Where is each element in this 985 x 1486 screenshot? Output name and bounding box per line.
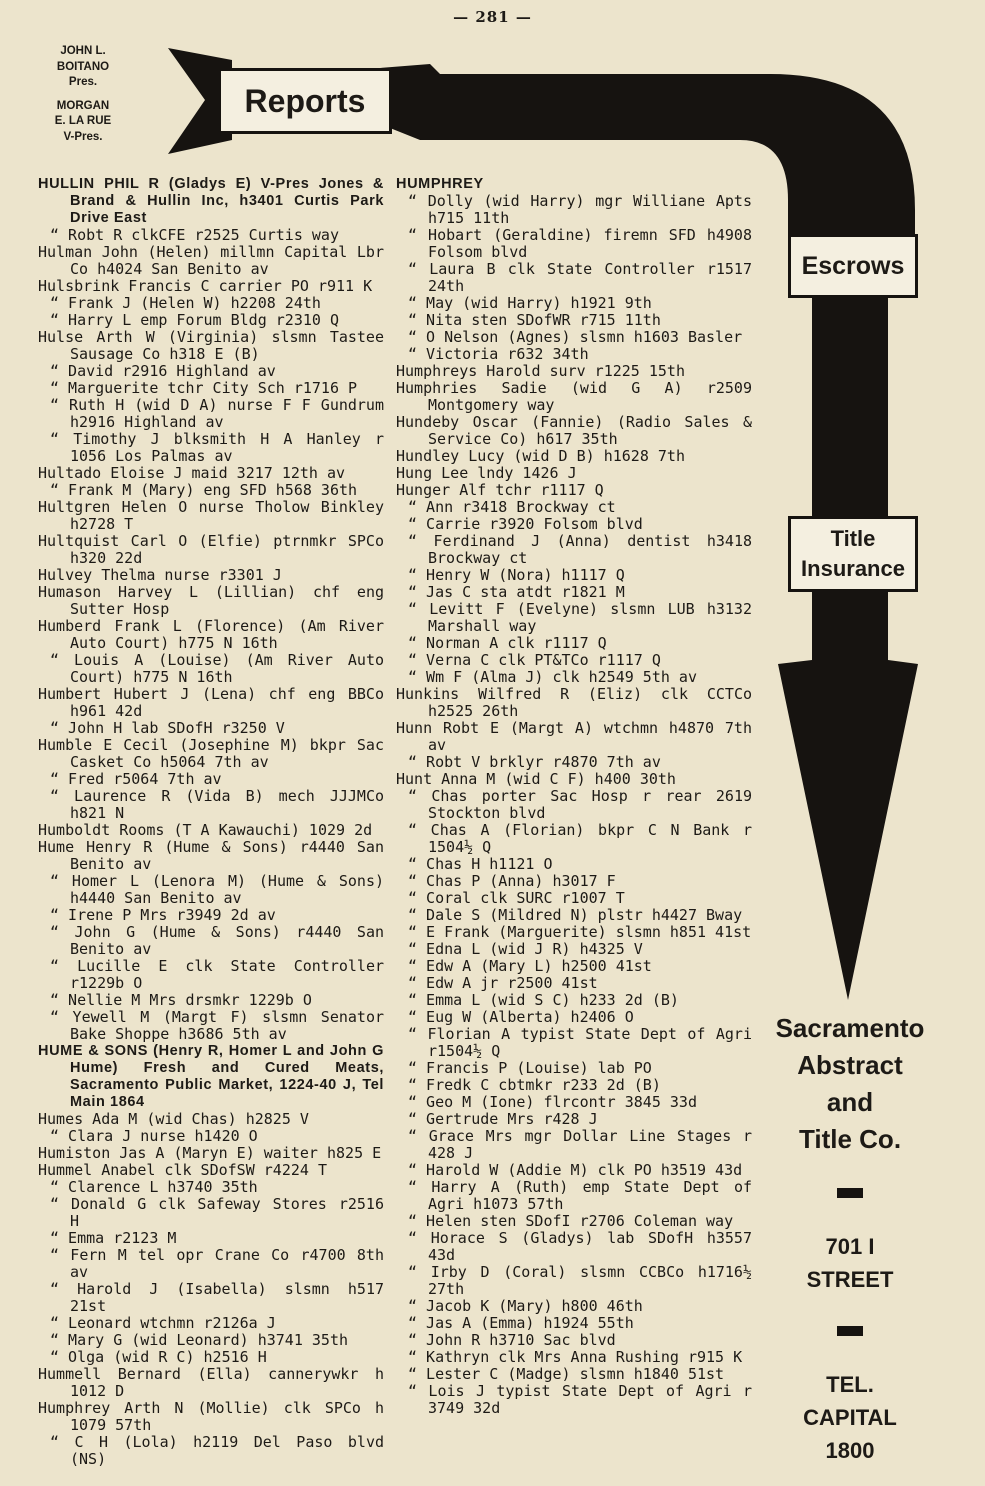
- directory-entry: “ John G (Hume & Sons) r4440 San Benito av: [50, 923, 384, 958]
- title-insurance-line-2: Insurance: [801, 556, 905, 581]
- directory-entry: “ May (wid Harry) h1921 9th: [408, 294, 652, 312]
- directory-entry: Humphries Sadie (wid G A) r2509 Montgomery way: [396, 379, 752, 414]
- directory-entry: Humboldt Rooms (T A Kawauchi) 1029 2d: [38, 821, 373, 839]
- directory-entry: “ Chas porter Sac Hosp r rear 2619 Stockton blvd: [408, 787, 752, 822]
- directory-entry: “ Florian A typist State Dept of Agri r1504½ Q: [408, 1025, 752, 1060]
- president-name-line-1: JOHN L.: [60, 45, 106, 57]
- directory-entry: “ Jacob K (Mary) h800 46th: [408, 1297, 643, 1315]
- directory-entry: “ Fern M tel opr Crane Co r4700 8th av: [50, 1246, 384, 1281]
- directory-entry: “ Harold J (Isabella) slsmn h517 21st: [50, 1280, 384, 1315]
- directory-entry: “ Jas C sta atdt r1821 M: [408, 583, 625, 601]
- directory-entry: “ Henry W (Nora) h1117 Q: [408, 566, 625, 584]
- directory-entry: “ Laurence R (Vida B) mech JJJMCo h821 N: [50, 787, 384, 822]
- directory-entry: Hulvey Thelma nurse r3301 J: [38, 566, 282, 584]
- company-name-line-4: Title Co.: [798, 1124, 902, 1154]
- directory-entry: “ Edw A jr r2500 41st: [408, 974, 598, 992]
- directory-entry: “ Chas P (Anna) h3017 F: [408, 872, 616, 890]
- directory-entry: “ C H (Lola) h2119 Del Paso blvd (NS): [50, 1433, 384, 1468]
- directory-entry: Hulman John (Helen) millmn Capital Lbr Co h4024 San Benito av: [38, 243, 384, 278]
- phone-line-3: 1800: [825, 1438, 875, 1463]
- directory-entry: “ Chas A (Florian) bkpr C N Bank r 1504½ Q: [408, 821, 752, 856]
- arrow-head-shape: [778, 640, 918, 1000]
- directory-entry: “ Robt V brklyr r4870 7th av: [408, 753, 661, 771]
- directory-entry: “ Hobart (Geraldine) firemn SFD h4908 Folsom blvd: [408, 226, 752, 261]
- vp-title: V-Pres.: [63, 130, 103, 143]
- directory-entry: “ Laura B clk State Controller r1517 24th: [408, 260, 752, 295]
- directory-entry: Hultgren Helen O nurse Tholow Binkley h2728 T: [38, 498, 384, 533]
- title-insurance-box: [788, 516, 918, 592]
- directory-entry: Humiston Jas A (Maryn E) waiter h825 E: [38, 1144, 382, 1162]
- directory-entry: “ Geo M (Ione) flrcontr 3845 33d: [408, 1093, 697, 1111]
- directory-entry: Humberd Frank L (Florence) (Am River Auto Court) h775 N 16th: [38, 617, 384, 652]
- directory-entry: “ David r2916 Highland av: [50, 362, 276, 380]
- directory-entry: “ Harry A (Ruth) emp State Dept of Agri h1073 57th: [408, 1178, 752, 1213]
- directory-entry: “ Edw A (Mary L) h2500 41st: [408, 957, 652, 975]
- directory-entry: Humason Harvey L (Lillian) chf eng Sutter Hosp: [38, 583, 384, 618]
- directory-entry: Hume Henry R (Hume & Sons) r4440 San Benito av: [38, 838, 384, 873]
- president-title: Pres.: [68, 76, 98, 88]
- directory-entry: “ Olga (wid R C) h2516 H: [50, 1348, 267, 1366]
- company-name-line-3: and: [826, 1087, 874, 1117]
- directory-entry: “ Verna C clk PT&TCo r1117 Q: [408, 651, 661, 669]
- directory-entry: “ Robt R clkCFE r2525 Curtis way: [50, 226, 339, 244]
- directory-column-left: [38, 176, 384, 1468]
- directory-entry: HUMPHREY: [396, 176, 484, 192]
- directory-entry: “ Ruth H (wid D A) nurse F F Gundrum h2916 Highland av: [50, 396, 384, 431]
- company-name-line-1: Sacramento: [775, 1013, 925, 1043]
- arrow-shaft-upper: [812, 290, 888, 520]
- directory-entry: “ Edna L (wid J R) h4325 V: [408, 940, 643, 958]
- directory-entry: Hulsbrink Francis C carrier PO r911 K: [38, 277, 373, 295]
- directory-entry: “ Kathryn clk Mrs Anna Rushing r915 K: [408, 1348, 743, 1366]
- directory-entry: Hunkins Wilfred R (Eliz) clk CCTCo h2525 26th: [396, 685, 752, 720]
- directory-column-right: [396, 176, 752, 1417]
- directory-entry: Hung Lee lndy 1426 J: [396, 464, 577, 482]
- directory-entry: Humphrey Arth N (Mollie) clk SPCo h 1079 57th: [38, 1399, 384, 1434]
- directory-entry: “ Gertrude Mrs r428 J: [408, 1110, 598, 1128]
- company-ad: [762, 1010, 938, 1467]
- directory-entry: “ Leonard wtchmn r2126a J: [50, 1314, 276, 1332]
- directory-entry: “ Lester C (Madge) slsmn h1840 51st: [408, 1365, 725, 1383]
- directory-entry: “ Louis A (Louise) (Am River Auto Court) h775 N 16th: [50, 651, 384, 686]
- phone-line-1: TEL.: [826, 1372, 874, 1397]
- directory-entry: “ Donald G clk Safeway Stores r2516 H: [50, 1195, 384, 1230]
- directory-entry: “ Coral clk SURC r1007 T: [408, 889, 625, 907]
- directory-entry: Hultquist Carl O (Elfie) ptrnmkr SPCo h320 22d: [38, 532, 384, 567]
- directory-entry: “ Frank M (Mary) eng SFD h568 36th: [50, 481, 358, 499]
- directory-entry: “ Timothy J blksmith H A Hanley r 1056 Los Palmas av: [50, 430, 384, 465]
- directory-entry: Hulse Arth W (Virginia) slsmn Tastee Sausage Co h318 E (B): [38, 328, 384, 363]
- address-line-2: STREET: [806, 1267, 894, 1292]
- directory-entry: HUME & SONS (Henry R, Homer L and John G Hume) Fresh and Cured Meats, Sacramento Public Market, 1224-40 J, Tel Main 1864: [38, 1043, 384, 1110]
- directory-entry: “ Grace Mrs mgr Dollar Line Stages r 428 J: [408, 1127, 752, 1162]
- page-number: — 281 —: [453, 8, 532, 26]
- directory-entry: “ Francis P (Louise) lab PO: [408, 1059, 652, 1077]
- directory-entry: “ Emma r2123 M: [50, 1229, 177, 1247]
- directory-entry: Humble E Cecil (Josephine M) bkpr Sac Casket Co h5064 7th av: [38, 736, 384, 771]
- divider-dash: [837, 1188, 863, 1198]
- directory-entry: “ Dolly (wid Harry) mgr Williane Apts h715 11th: [408, 192, 752, 227]
- directory-entry: “ John H lab SDofH r3250 V: [50, 719, 285, 737]
- directory-entry: “ Lois J typist State Dept of Agri r 3749 32d: [408, 1382, 752, 1417]
- directory-entry: “ Frank J (Helen W) h2208 24th: [50, 294, 321, 312]
- directory-entry: “ Harold W (Addie M) clk PO h3519 43d: [408, 1161, 743, 1179]
- directory-entry: HULLIN PHIL R (Gladys E) V-Pres Jones & Brand & Hullin Inc, h3401 Curtis Park Drive East: [38, 176, 384, 226]
- directory-entry: “ Clara J nurse h1420 O: [50, 1127, 258, 1145]
- directory-entry: “ Levitt F (Evelyne) slsmn LUB h3132 Marshall way: [408, 600, 752, 635]
- directory-entry: “ Nellie M Mrs drsmkr 1229b O: [50, 991, 312, 1009]
- directory-entry: Hummel Anabel clk SDofSW r4224 T: [38, 1161, 327, 1179]
- directory-entry: Humbert Hubert J (Lena) chf eng BBCo h961 42d: [38, 685, 384, 720]
- directory-entry: “ Homer L (Lenora M) (Hume & Sons) h4440 San Benito av: [50, 872, 384, 907]
- directory-entry: Humes Ada M (wid Chas) h2825 V: [38, 1110, 309, 1128]
- directory-entry: “ Norman A clk r1117 Q: [408, 634, 607, 652]
- directory-entry: Humphreys Harold surv r1225 15th: [396, 362, 685, 380]
- directory-entry: “ Horace S (Gladys) lab SDofH h3557 43d: [408, 1229, 752, 1264]
- reports-banner: Reports: [218, 68, 392, 134]
- directory-entry: “ Ann r3418 Brockway ct: [408, 498, 616, 516]
- directory-entry: “ Mary G (wid Leonard) h3741 35th: [50, 1331, 349, 1349]
- directory-entry: “ Eug W (Alberta) h2406 O: [408, 1008, 634, 1026]
- directory-entry: “ Lucille E clk State Controller r1229b O: [50, 957, 384, 992]
- divider-dash: [837, 1326, 863, 1336]
- directory-entry: “ Irene P Mrs r3949 2d av: [50, 906, 276, 924]
- directory-entry: “ Dale S (Mildred N) plstr h4427 Bway: [408, 906, 743, 924]
- directory-entry: “ Jas A (Emma) h1924 55th: [408, 1314, 634, 1332]
- directory-entry: “ Chas H h1121 O: [408, 855, 553, 873]
- directory-entry: “ Nita sten SDofWR r715 11th: [408, 311, 661, 329]
- address-line-1: 701 I: [825, 1234, 875, 1259]
- directory-entry: Hundeby Oscar (Fannie) (Radio Sales & Service Co) h617 35th: [396, 413, 752, 448]
- directory-entry: “ Ferdinand J (Anna) dentist h3418 Brockway ct: [408, 532, 752, 567]
- directory-entry: “ Harry L emp Forum Bldg r2310 Q: [50, 311, 339, 329]
- directory-entry: Hultado Eloise J maid 3217 12th av: [38, 464, 346, 482]
- directory-entry: Hummell Bernard (Ella) cannerywkr h 1012 D: [38, 1365, 384, 1400]
- vp-name-line-1: MORGAN: [56, 99, 110, 112]
- directory-entry: “ Marguerite tchr City Sch r1716 P: [50, 379, 358, 397]
- directory-entry: “ E Frank (Marguerite) slsmn h851 41st: [408, 923, 752, 941]
- directory-entry: “ Carrie r3920 Folsom blvd: [408, 515, 643, 533]
- directory-entry: “ Yewell M (Margt F) slsmn Senator Bake Shoppe h3686 5th av: [50, 1008, 384, 1043]
- directory-entry: “ John R h3710 Sac blvd: [408, 1331, 616, 1349]
- phone-line-2: CAPITAL: [803, 1405, 897, 1430]
- directory-entry: Hunn Robt E (Margt A) wtchmn h4870 7th av: [396, 719, 752, 754]
- directory-entry: Hundley Lucy (wid D B) h1628 7th: [396, 447, 685, 465]
- directory-entry: “ Fred r5064 7th av: [50, 770, 222, 788]
- directory-entry: “ O Nelson (Agnes) slsmn h1603 Basler: [408, 328, 743, 346]
- escrows-box: Escrows: [788, 234, 918, 298]
- directory-entry: “ Wm F (Alma J) clk h2549 5th av: [408, 668, 697, 686]
- directory-entry: Hunger Alf tchr r1117 Q: [396, 481, 604, 499]
- directory-entry: “ Clarence L h3740 35th: [50, 1178, 258, 1196]
- directory-entry: “ Emma L (wid S C) h233 2d (B): [408, 991, 679, 1009]
- directory-entry: “ Victoria r632 34th: [408, 345, 589, 363]
- directory-entry: “ Irby D (Coral) slsmn CCBCo h1716½ 27th: [408, 1263, 752, 1298]
- president-name-line-2: BOITANO: [56, 60, 110, 73]
- vp-name-line-2: E. LA RUE: [54, 115, 112, 127]
- company-name-line-2: Abstract: [797, 1050, 903, 1080]
- directory-entry: “ Helen sten SDofI r2706 Coleman way: [408, 1212, 734, 1230]
- directory-entry: Hunt Anna M (wid C F) h400 30th: [396, 770, 676, 788]
- directory-entry: “ Fredk C cbtmkr r233 2d (B): [408, 1076, 661, 1094]
- title-insurance-line-1: Title: [830, 526, 876, 551]
